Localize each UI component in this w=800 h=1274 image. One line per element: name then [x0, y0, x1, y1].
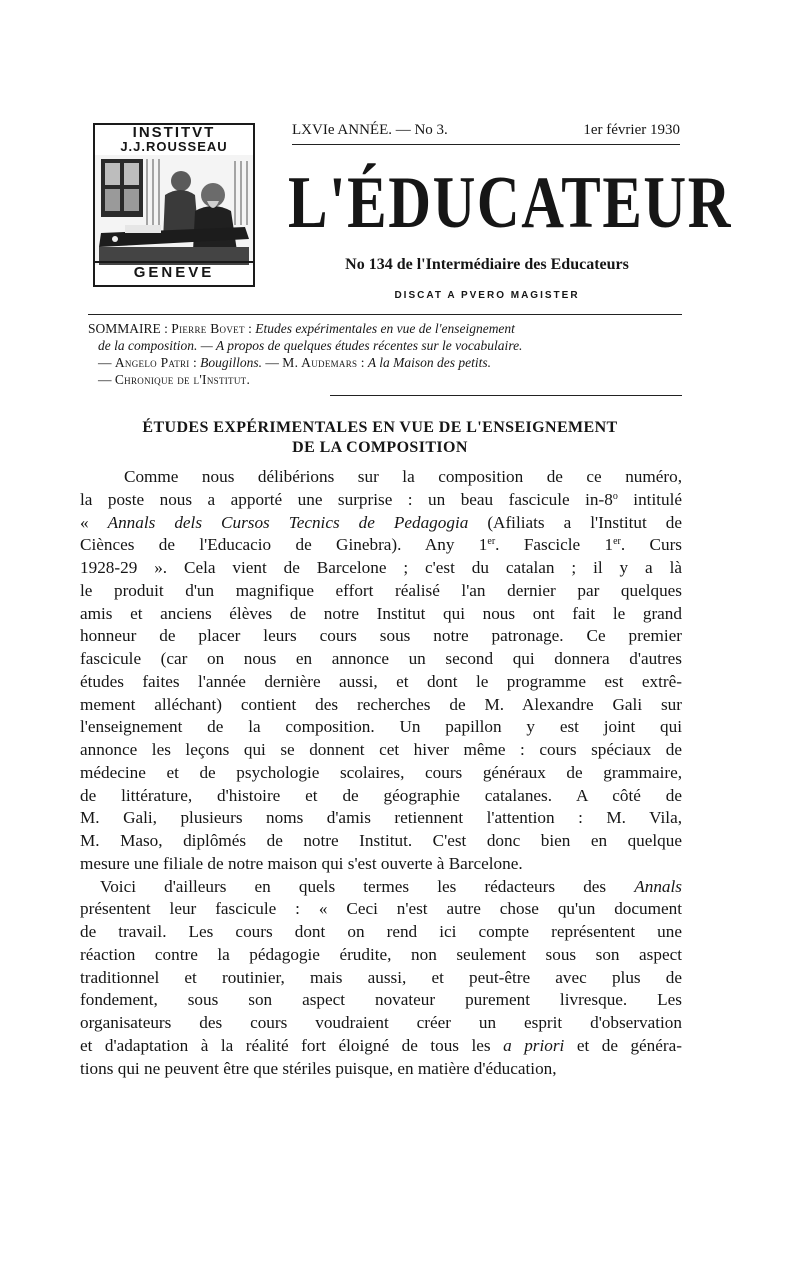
logo-city: GENEVE	[95, 261, 253, 285]
issue-number: LXVIe ANNÉE. — No 3.	[292, 122, 448, 138]
article-line: mesure une filiale de notre maison qui s'est ouverte à Barcelone.	[80, 853, 523, 873]
institut-logo	[93, 123, 255, 287]
article-line: fascicule (car on nous en annonce un second qui donnera d'autres	[80, 649, 682, 668]
journal-masthead: L'ÉDUCATEUR	[288, 162, 733, 244]
article-line: 1928-29 ». Cela vient de Barcelone ; c'est du catalan ; il y a là	[80, 558, 682, 577]
article-line: médecine et de psychologie scolaires, cours généraux de grammaire,	[80, 762, 682, 782]
article-title: ÉTUDES EXPÉRIMENTALES EN VUE DE L'ENSEIGNEMENT DE LA COMPOSITION	[142, 419, 618, 456]
article-body	[80, 466, 682, 1080]
article-line: la poste nous a apporté une surprise : un beau fascicule in-8$^o$ intitulé	[80, 489, 683, 509]
article-line: Voici d'ailleurs en quels termes les rédacteurs des Annals	[100, 876, 682, 896]
article-line: réaction contre la pédagogie érudite, non seulement sous son aspect	[80, 944, 682, 964]
article-line: annonce les leçons qui se donnent cet hiver même : cours spéciaux de	[80, 740, 682, 759]
journal-motto: DISCAT A PVERO MAGISTER	[394, 290, 580, 301]
article-line: amis et anciens élèves de notre Institut qui nous ont fait le grand	[80, 603, 682, 623]
summary-line: de la composition. — A propos de quelques études récentes sur le vocabulaire.	[98, 338, 523, 353]
article-line: de travail. Les cours dont on rend ici compte représentent une	[80, 922, 682, 941]
logo-header	[95, 125, 253, 157]
logo-engraving-image	[95, 155, 253, 265]
summary-line: — Chronique de l'Institut.	[98, 372, 250, 387]
summary-line: SOMMAIRE : Pierre Bovet : Etudes expérimentales en vue de l'enseignement	[88, 321, 515, 336]
article-line: Comme nous délibérions sur la composition de ce numéro,	[124, 467, 682, 486]
scholars-engraving-icon	[95, 155, 253, 265]
logo-line-1: INSTITVT	[132, 124, 216, 141]
article-line: de littérature, d'histoire et de géographie catalanes. A côté de	[80, 785, 682, 805]
article-line: M. Maso, diplômés de notre Institut. C'est donc bien en quelque	[80, 831, 682, 850]
article-line: l'enseignement de la composition. Un papillon y est joint qui	[80, 717, 682, 737]
article-line: présentent leur fascicule : « Ceci n'est autre chose qu'un document	[80, 899, 682, 919]
article-line: « Annals dels Cursos Tecnics de Pedagogia (Afiliats a l'Institut de	[80, 512, 683, 532]
article-line: honneur de placer leurs cours sous notre patronage. Ce premier	[80, 626, 682, 646]
article-line: fondement, sous son aspect novateur purement livresque. Les	[80, 990, 682, 1010]
article-line: mement alléchant) contient des recherches de M. Alexandre Gali sur	[80, 694, 682, 714]
article-line: le produit d'un magnifique effort réalisé l'an dernier par quelques	[80, 580, 682, 600]
issue-info-line	[292, 122, 680, 145]
article-line: organisateurs des cours voudraient créer un esprit d'observation	[80, 1013, 682, 1032]
issue-date: 1er février 1930	[583, 122, 680, 138]
logo-line-2: J.J.ROUSSEAU	[120, 139, 228, 154]
article-line: études faites l'année dernière aussi, et dont le programme est extrê-	[80, 671, 682, 691]
article-line: Ciènces de l'Educacio de Ginebra). Any 1er. Fascicle 1er. Curs	[80, 535, 682, 555]
article-line: traditionnel et routinier, mais aussi, et peut-être avec plus de	[80, 967, 682, 987]
article-line: tions qui ne peuvent être que stériles puisque, en matière d'éducation,	[80, 1058, 557, 1078]
summary-top-rule	[88, 314, 682, 315]
summary-line: — Angelo Patri : Bougillons. — M. Audemars : A la Maison des petits.	[98, 355, 491, 370]
article-line: et d'adaptation à la réalité fort éloigné de tous les a priori et de généra-	[80, 1035, 682, 1055]
summary-bottom-rule	[330, 395, 682, 396]
article-line: M. Gali, plusieurs noms d'amis retiennent l'attention : M. Vila,	[80, 808, 682, 828]
table-of-contents	[88, 320, 684, 388]
journal-subtitle: No 134 de l'Intermédiaire des Educateurs	[345, 256, 629, 273]
